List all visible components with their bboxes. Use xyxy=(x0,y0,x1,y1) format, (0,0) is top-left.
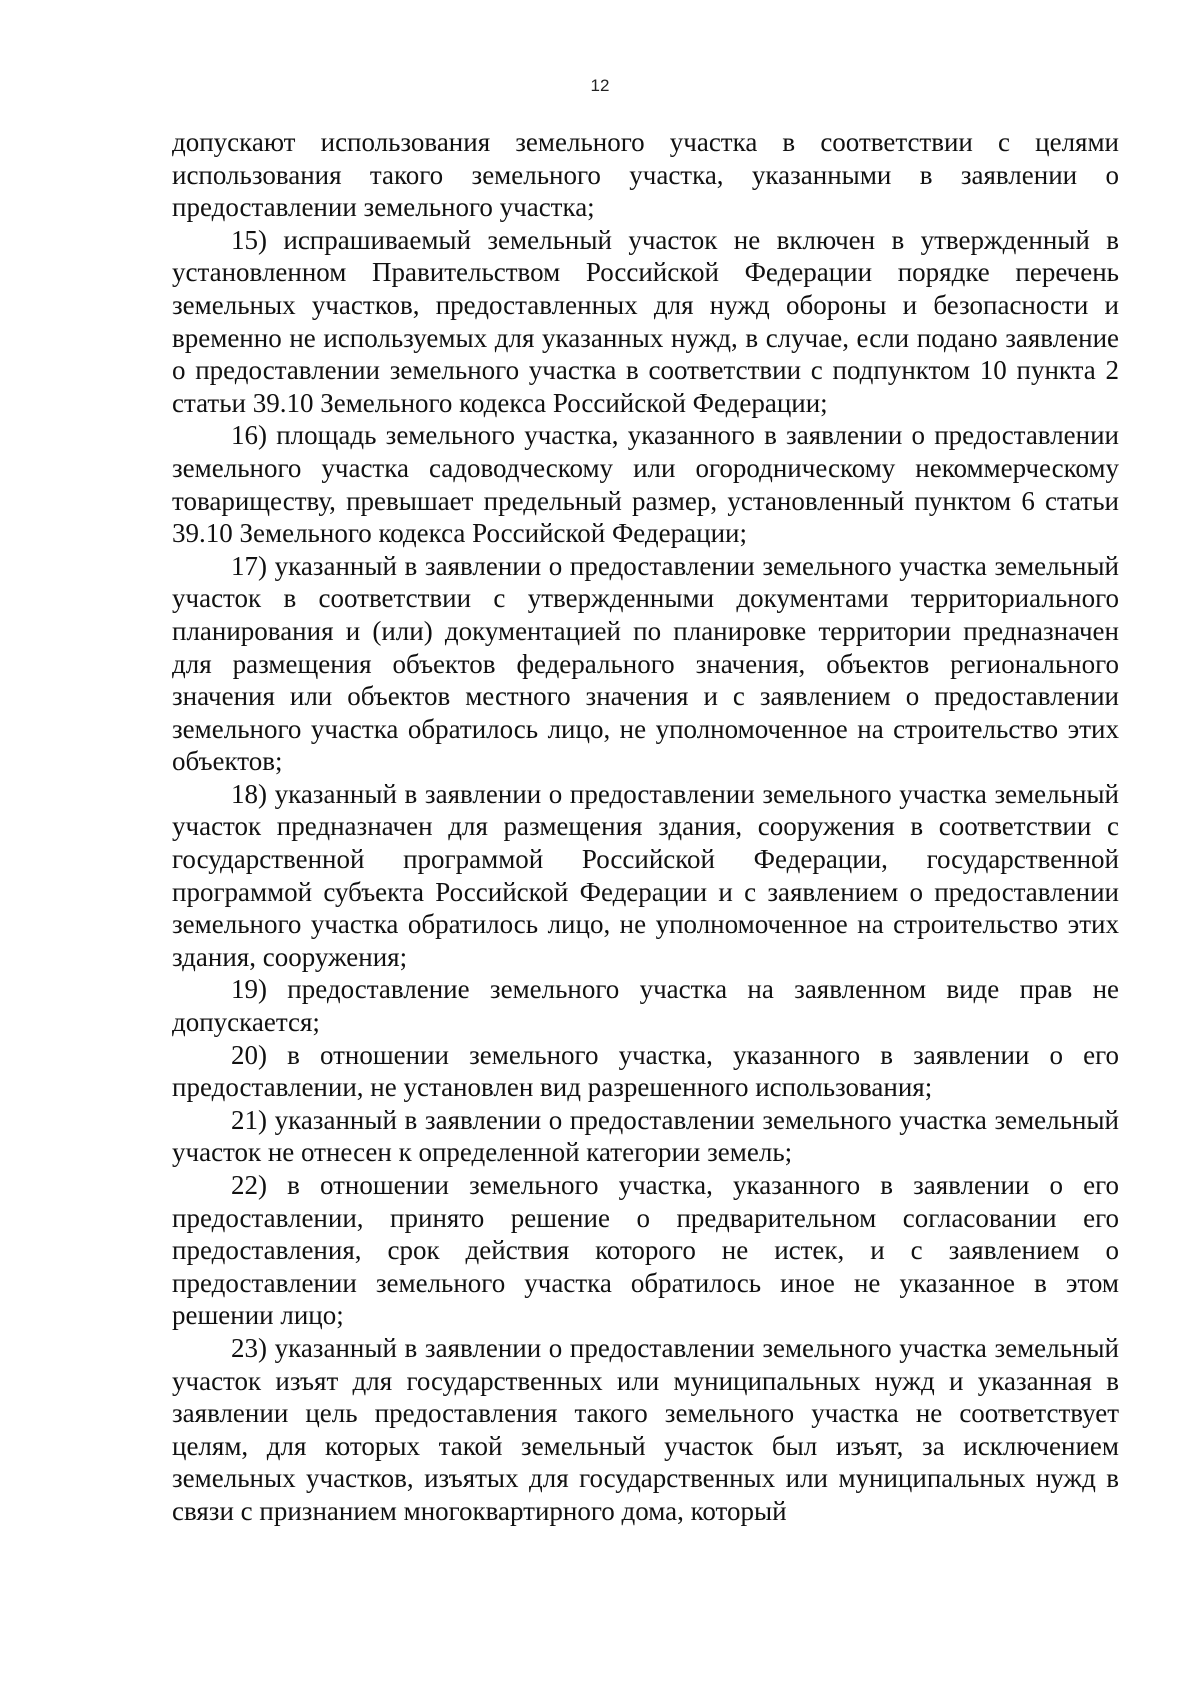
paragraph-continuation: допускают использования земельного участка в соответствии с целями использования такого земельного участка, указанными в заявлении о предоставлении земельного участка; xyxy=(172,127,1119,223)
paragraph-item-21: 21) указанный в заявлении о предоставлении земельного участка земельный участок не отнесен к определенной категории земель; xyxy=(172,1104,1119,1168)
page-number: 12 xyxy=(590,76,610,95)
paragraph-item-23: 23) указанный в заявлении о предоставлении земельного участка земельный участок изъят для государственных или муниципальных нужд и указанная в заявлении цель предоставления такого земельного участка не соответствует целям, для которых такой земельный участок был изъят, за исключением земельных участков, изъятых для государственных или муниципальных нужд в связи с признанием многоквартирного дома, который xyxy=(172,1332,1119,1526)
paragraph-item-17: 17) указанный в заявлении о предоставлении земельного участка земельный участок в соответствии с утвержденными документами территориального планирования и (или) документацией по планировке территории предназначен для размещения объектов федерального значения, объектов регионального значения или объектов местного значения и с заявлением о предоставлении земельного участка обратилось лицо, не уполномоченное на строительство этих объектов; xyxy=(172,550,1119,777)
paragraph-item-18: 18) указанный в заявлении о предоставлении земельного участка земельный участок предназначен для размещения здания, сооружения в соответствии с государственной программой Российской Федерации, государственной программой субъекта Российской Федерации и с заявлением о предоставлении земельного участка обратилось лицо, не уполномоченное на строительство этих здания, сооружения; xyxy=(172,778,1119,972)
paragraph-item-22: 22) в отношении земельного участка, указанного в заявлении о его предоставлении, принято решение о предварительном согласовании его предоставления, срок действия которого не истек, и с заявлением о предоставлении земельного участка обратилось иное не указанное в этом решении лицо; xyxy=(172,1170,1119,1331)
document-body xyxy=(172,126,1119,1528)
paragraph-item-16: 16) площадь земельного участка, указанного в заявлении о предоставлении земельного участка садоводческому или огородническому некоммерческому товариществу, превышает предельный размер, установленный пунктом 6 статьи 39.10 Земельного кодекса Российской Федерации; xyxy=(172,420,1119,549)
paragraph-item-19: 19) предоставление земельного участка на заявленном виде прав не допускается; xyxy=(172,974,1119,1038)
paragraph-item-20: 20) в отношении земельного участка, указанного в заявлении о его предоставлении, не установлен вид разрешенного использования; xyxy=(172,1039,1119,1103)
paragraph-item-15: 15) испрашиваемый земельный участок не включен в утвержденный в установленном Правительством Российской Федерации порядке перечень земельных участков, предоставленных для нужд обороны и безопасности и временно не используемых для указанных нужд, в случае, если подано заявление о предоставлении земельного участка в соответствии с подпунктом 10 пункта 2 статьи 39.10 Земельного кодекса Российской Федерации; xyxy=(172,224,1119,418)
